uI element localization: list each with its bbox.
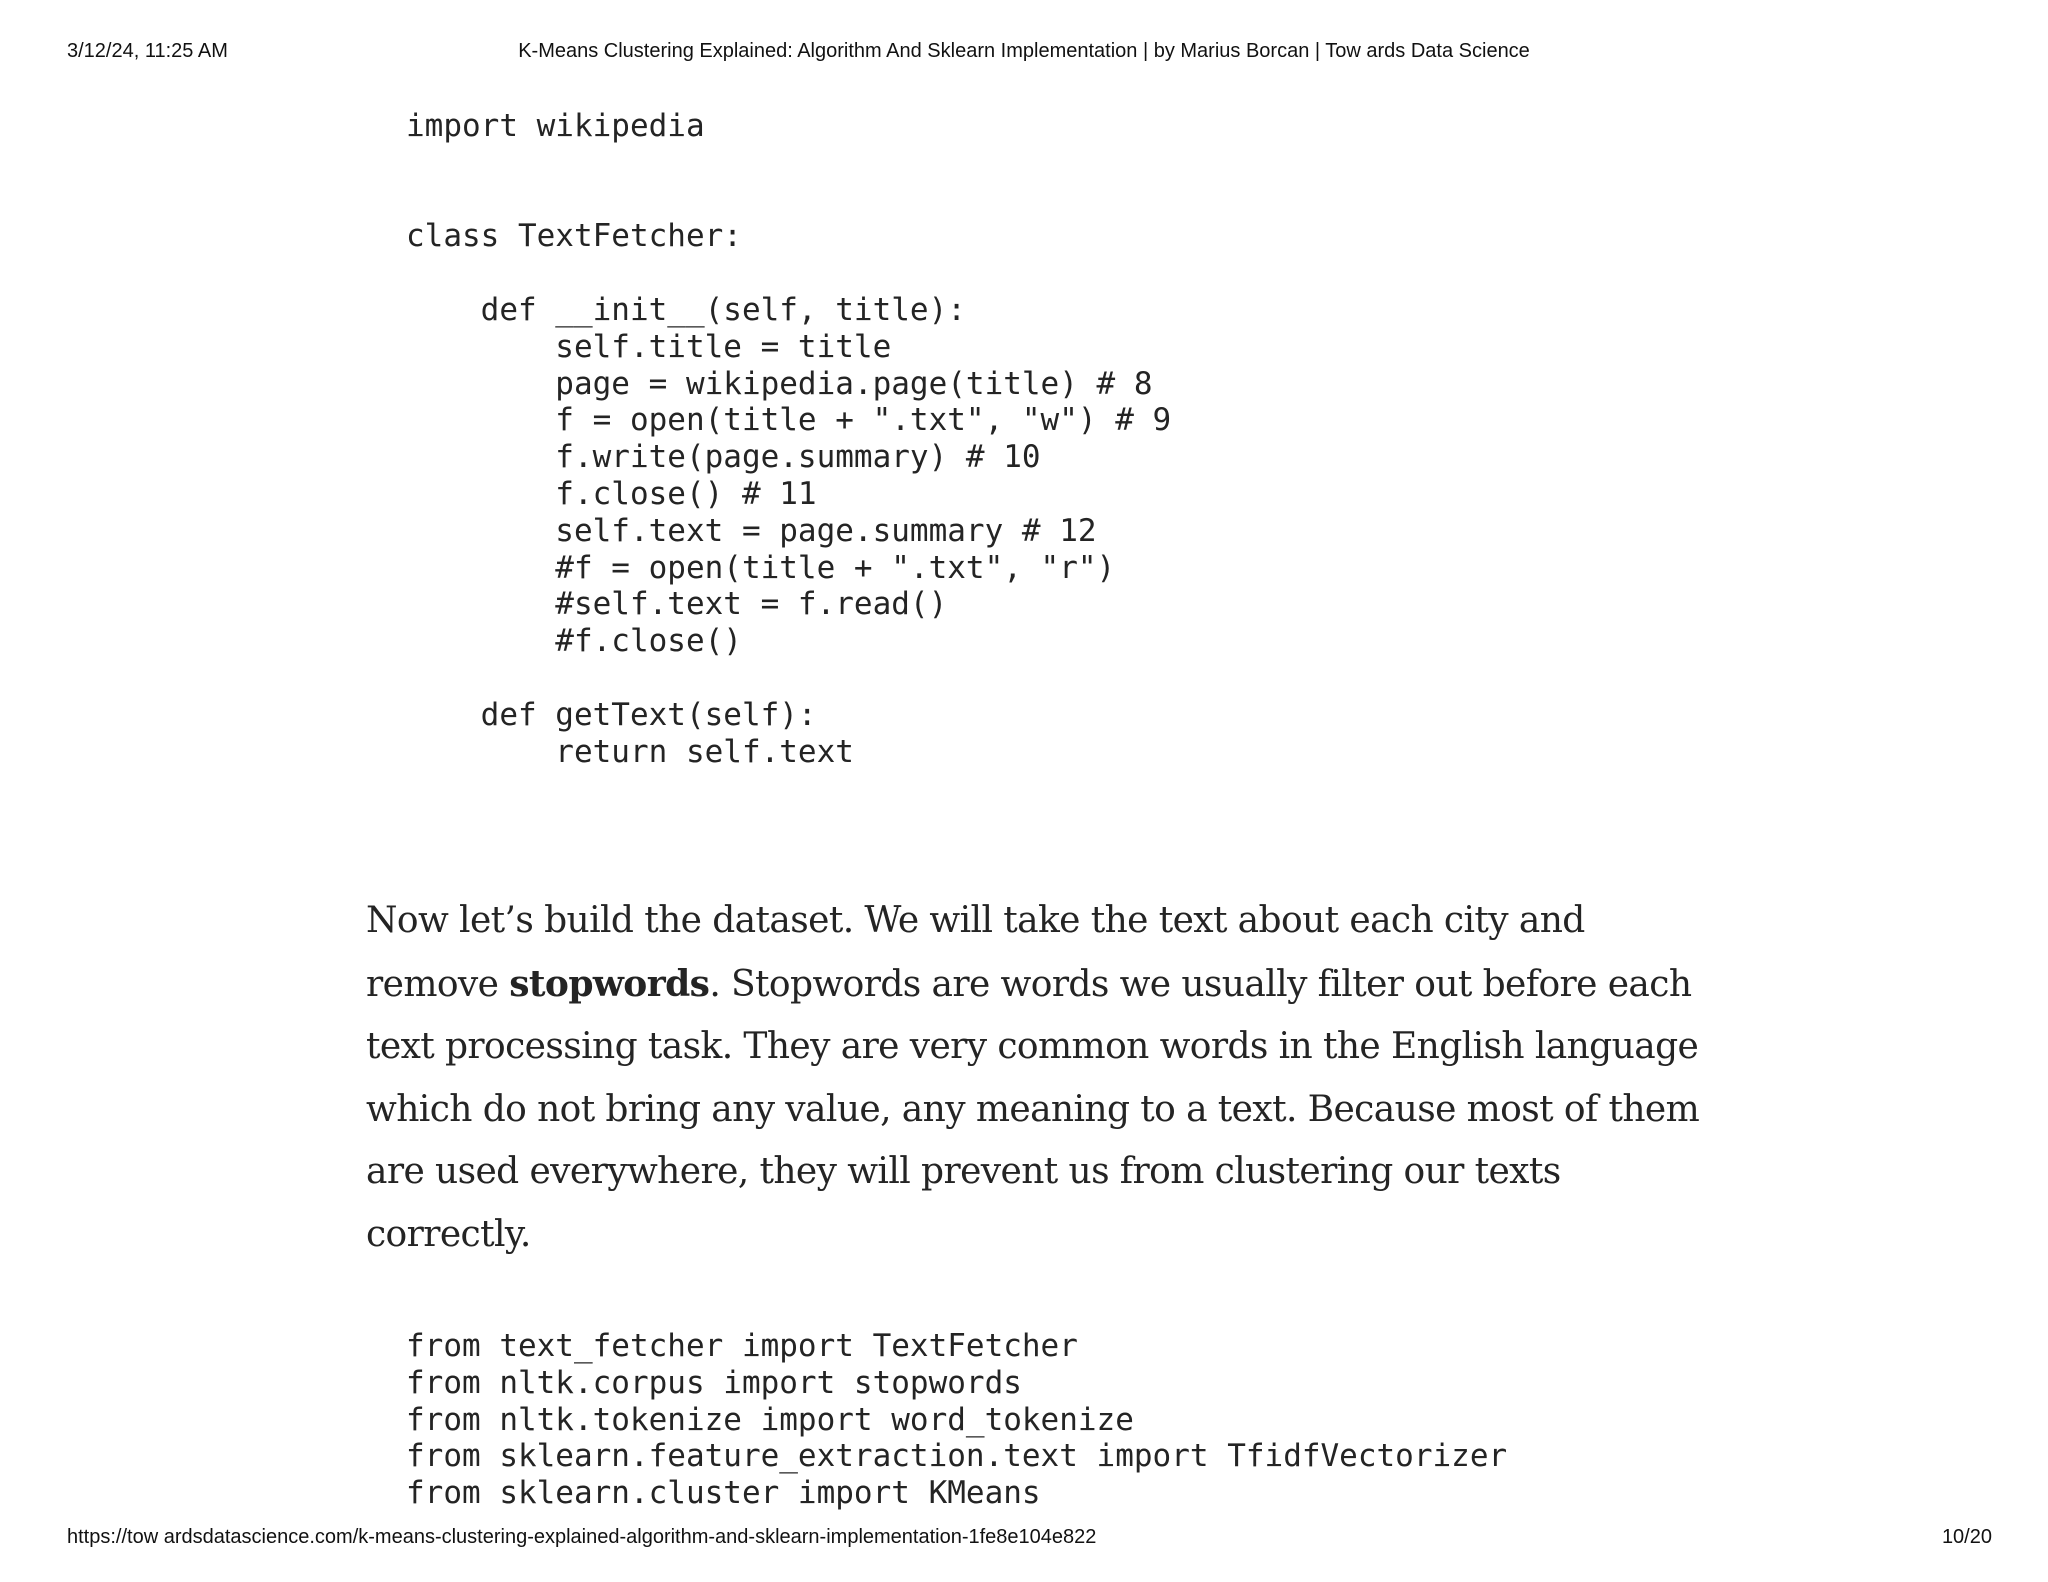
print-header [0, 40, 2048, 66]
code-line: from sklearn.feature_extraction.text import TfidfVectorizer [406, 1438, 1508, 1475]
code-line: class TextFetcher: [406, 218, 742, 255]
code-line: from text_fetcher import TextFetcher [406, 1328, 1078, 1364]
code-line: #f = open(title + ".txt", "r") [406, 549, 1116, 586]
code-line: f = open(title + ".txt", "w") # 9 [406, 402, 1172, 439]
code-line [406, 255, 1171, 292]
print-footer [0, 1526, 2048, 1552]
code-line: import wikipedia [406, 108, 705, 144]
paragraph-text: . Stopwords are words we usually filter out before each text processing task. They are very common words in the English language which do not bring any value, any meaning to a text. Because most of them are used everywhere, they will prevent us from clustering our texts correctly. [366, 963, 1700, 1255]
code-line: from nltk.corpus import stopwords [406, 1364, 1022, 1401]
code-line: #f.close() [406, 623, 742, 660]
page-number: 10/20 [1941, 1526, 1992, 1548]
page-url: https://tow ardsdatascience.com/k-means-clustering-explained-algorithm-and-sklearn-implementation-1fe8e104e822 [67, 1526, 1097, 1548]
code-line [406, 660, 1171, 697]
paragraph-bold-term: stopwords [509, 962, 710, 1005]
code-line: from nltk.tokenize import word_tokenize [406, 1401, 1134, 1438]
code-line: self.title = title [406, 328, 892, 365]
code-line [406, 145, 1171, 182]
document-title: K-Means Clustering Explained: Algorithm And Sklearn Implementation | by Marius Borcan | Tow ards Data Science [518, 40, 1530, 62]
code-line: f.close() # 11 [406, 475, 817, 512]
code-block-imports [406, 1328, 1507, 1512]
body-paragraph [366, 890, 1706, 1266]
code-line: from sklearn.cluster import KMeans [406, 1475, 1041, 1512]
code-line: return self.text [406, 733, 854, 770]
code-line: def __init__(self, title): [406, 291, 966, 328]
paragraph-text: Now let’s build the dataset. We will take the text about each city and remove [366, 900, 1585, 1005]
code-line: page = wikipedia.page(title) # 8 [406, 365, 1153, 402]
code-line: f.write(page.summary) # 10 [406, 439, 1041, 476]
print-date: 3/12/24, 11:25 AM [67, 40, 228, 62]
code-line: def getText(self): [406, 696, 817, 733]
code-block-text-fetcher [406, 108, 1171, 770]
code-line: #self.text = f.read() [406, 586, 948, 623]
code-line: self.text = page.summary # 12 [406, 512, 1097, 549]
code-line [406, 182, 1171, 219]
